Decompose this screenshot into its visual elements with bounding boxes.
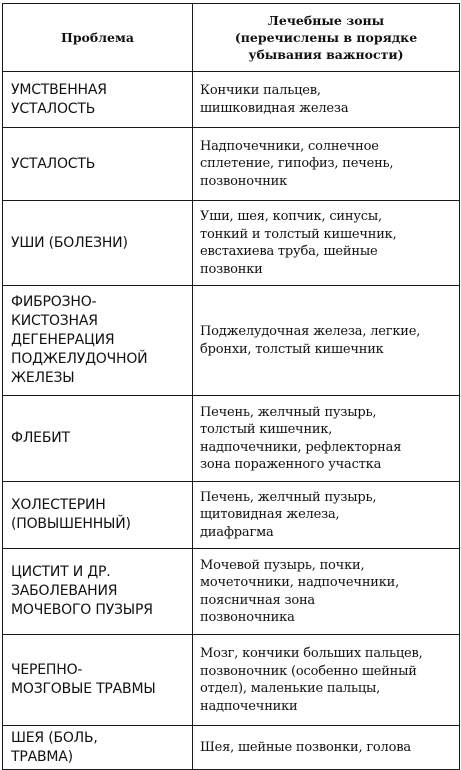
table-row [3,482,460,549]
zones-cell: Уши, шея, копчик, синусы, тонкий и толстый кишечник, евстахиева труба, шейные позвонки [193,201,460,286]
zones-cell: Мочевой пузырь, почки, мочеточники, надпочечники, поясничная зона позвоночника [193,549,460,635]
header-zones: Лечебные зоны (перечислены в порядке убывания важности) [193,4,460,72]
zones-cell: Печень, желчный пузырь, толстый кишечник, надпочечники, рефлекторная зона пораженного участка [193,396,460,482]
problem-cell: УШИ (БОЛЕЗНИ) [3,201,193,286]
table-row [3,549,460,635]
table-row [3,726,460,770]
header-problem: Проблема [3,4,193,72]
zones-cell: Мозг, кончики больших пальцев, позвоночник (особенно шейный отдел), маленькие пальцы, надпочечники [193,635,460,726]
table-row [3,201,460,286]
table-row [3,72,460,128]
table-row [3,635,460,726]
zones-cell: Печень, желчный пузырь, щитовидная железа, диафрагма [193,482,460,549]
table-row [3,128,460,201]
zones-cell: Кончики пальцев, шишковидная железа [193,72,460,128]
table-header-row [3,4,460,72]
zones-cell: Поджелудочная железа, легкие, бронхи, толстый кишечник [193,286,460,396]
problem-cell: УМСТВЕННАЯ УСТАЛОСТЬ [3,72,193,128]
problem-cell: ФИБРОЗНО- КИСТОЗНАЯ ДЕГЕНЕРАЦИЯ ПОДЖЕЛУДОЧНОЙ ЖЕЛЕЗЫ [3,286,193,396]
problem-cell: ХОЛЕСТЕРИН (ПОВЫШЕННЫЙ) [3,482,193,549]
table-row [3,396,460,482]
problem-cell: ФЛЕБИТ [3,396,193,482]
table-row [3,286,460,396]
zones-cell: Надпочечники, солнечное сплетение, гипофиз, печень, позвоночник [193,128,460,201]
zones-cell: Шея, шейные позвонки, голова [193,726,460,770]
problem-cell: ЦИСТИТ И ДР. ЗАБОЛЕВАНИЯ МОЧЕВОГО ПУЗЫРЯ [3,549,193,635]
problem-cell: ЧЕРЕПНО- МОЗГОВЫЕ ТРАВМЫ [3,635,193,726]
problem-cell: ШЕЯ (БОЛЬ, ТРАВМА) [3,726,193,770]
treatment-zones-table [2,3,460,770]
problem-cell: УСТАЛОСТЬ [3,128,193,201]
